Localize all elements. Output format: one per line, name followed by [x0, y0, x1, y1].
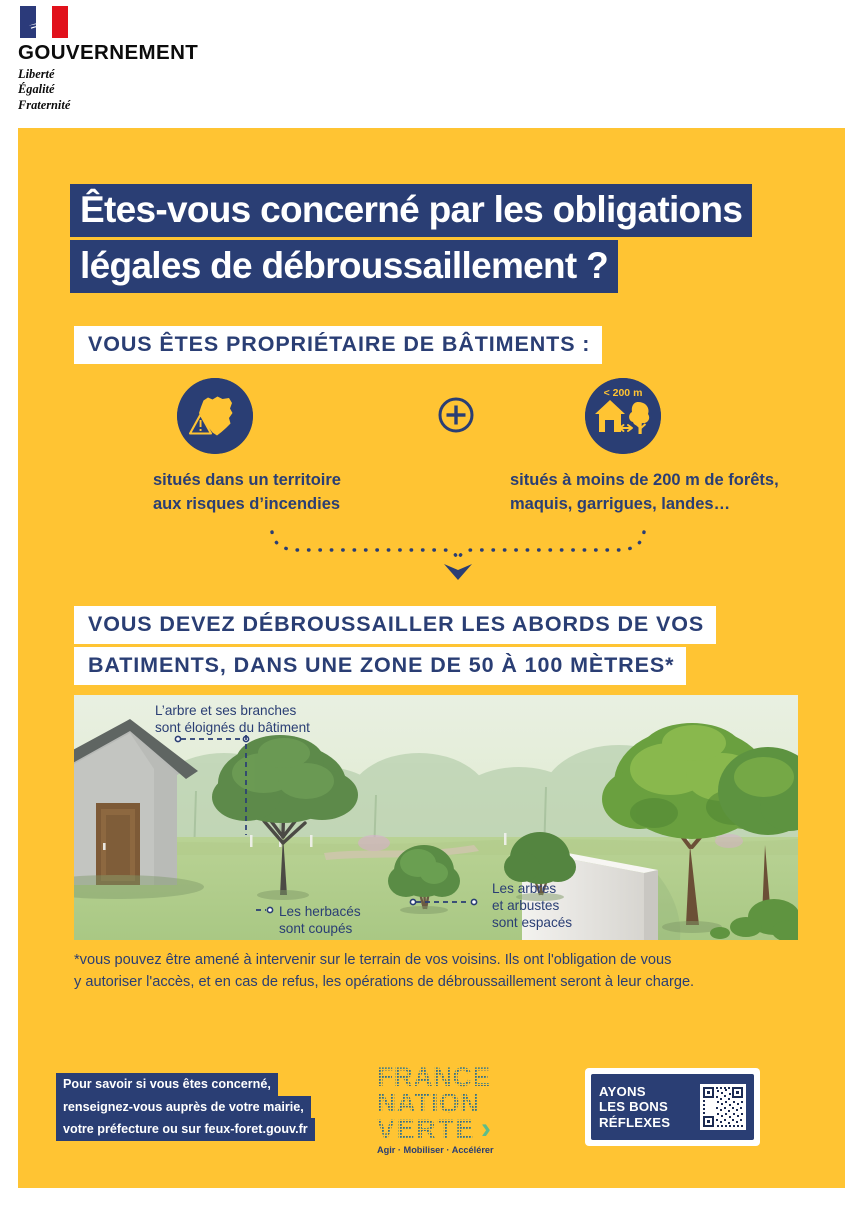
house-tree-distance-icon	[585, 378, 661, 454]
label-space-line-3: sont espacés	[492, 914, 573, 930]
qr-badge-text	[599, 1084, 692, 1130]
motto-fraternite: Fraternité	[18, 98, 71, 113]
condition-left-text	[50, 469, 380, 517]
conditions-row	[18, 378, 845, 528]
label-tree-line-1: L’arbre et ses branches	[155, 703, 297, 718]
qr-text-line-3: RÉFLEXES	[599, 1114, 671, 1130]
sub-heading-action	[74, 606, 716, 685]
ayons-les-bons-reflexes-badge[interactable]	[585, 1068, 760, 1146]
poster-footnote	[74, 950, 804, 994]
label-tree-line-2: sont éloignés du bâtiment	[155, 719, 310, 735]
house-tree-distance-caption: < 200 m	[603, 387, 643, 399]
label-herb-line-2: sont coupés	[279, 920, 353, 936]
label-space-line-1: Les arbres	[492, 881, 557, 896]
footnote-line-1: *vous pouvez être amené à intervenir sur le terrain de vos voisins. Ils ont l'obligation de vous	[74, 952, 672, 968]
footer-contact-block	[56, 1073, 376, 1141]
sub-heading-owners	[74, 326, 602, 364]
condition-right-text	[458, 469, 788, 517]
contact-line-1: Pour savoir si vous êtes concerné,	[56, 1073, 278, 1096]
france-map-warning-icon	[177, 378, 253, 454]
poster-panel	[18, 128, 845, 1188]
sub-heading-action-line-2: BATIMENTS, DANS UNE ZONE DE 50 À 100 MÈTRES*	[74, 647, 686, 685]
condition-right-line-2: maquis, garrigues, landes…	[510, 494, 731, 513]
sub-heading-action-line-1: VOUS DEVEZ DÉBROUSSAILLER LES ABORDS DE VOS	[74, 606, 716, 644]
label-herb-line-1: Les herbacés	[279, 904, 361, 919]
french-flag-marianne-icon	[20, 6, 68, 38]
contact-line-2: renseignez-vous auprès de votre mairie,	[56, 1096, 311, 1119]
title-line-2: légales de débroussaillement ?	[70, 240, 618, 293]
poster-title	[70, 184, 810, 293]
motto-egalite: Égalité	[18, 82, 55, 97]
qr-text-line-2: LES BONS	[599, 1099, 669, 1115]
condition-left-line-1: situés dans un territoire	[153, 471, 341, 489]
condition-left	[50, 378, 380, 517]
defensible-space-illustration	[74, 695, 798, 940]
sub-heading-owners-text: VOUS ÊTES PROPRIÉTAIRE DE BÂTIMENTS :	[74, 326, 602, 364]
condition-right	[458, 378, 788, 517]
label-space-line-2: et arbustes	[492, 897, 560, 913]
fnv-line-2: NATION	[377, 1088, 480, 1118]
footnote-line-2: y autoriser l'accès, et en cas de refus, les opérations de débroussaillement seront à leur charge.	[74, 973, 695, 990]
fnv-line-1: FRANCE	[377, 1062, 491, 1092]
illustration-label-herbaceous	[279, 904, 361, 938]
france-nation-verte-logo	[373, 1058, 513, 1158]
fnv-line-3: VERTE	[377, 1114, 476, 1144]
gov-title: GOUVERNEMENT	[18, 41, 199, 64]
motto-liberte: Liberté	[18, 66, 55, 81]
condition-right-line-1: situés à moins de 200 m de forêts,	[510, 471, 779, 489]
fnv-chevron-icon: ›	[481, 1112, 491, 1145]
condition-left-line-2: aux risques d’incendies	[153, 494, 341, 513]
dotted-down-arrow-icon	[258, 526, 658, 586]
qr-code-icon[interactable]	[700, 1084, 746, 1130]
illustration-label-spacing	[492, 881, 572, 932]
contact-line-3: votre préfecture ou sur feux-foret.gouv.fr	[56, 1118, 315, 1141]
government-header	[18, 6, 278, 116]
illustration-label-tree	[155, 703, 310, 737]
qr-text-line-1: AYONS	[599, 1084, 646, 1100]
gov-motto	[18, 67, 278, 114]
title-line-1: Êtes-vous concerné par les obligations	[70, 184, 752, 237]
fnv-tagline: Agir · Mobiliser · Accélérer	[377, 1145, 494, 1155]
